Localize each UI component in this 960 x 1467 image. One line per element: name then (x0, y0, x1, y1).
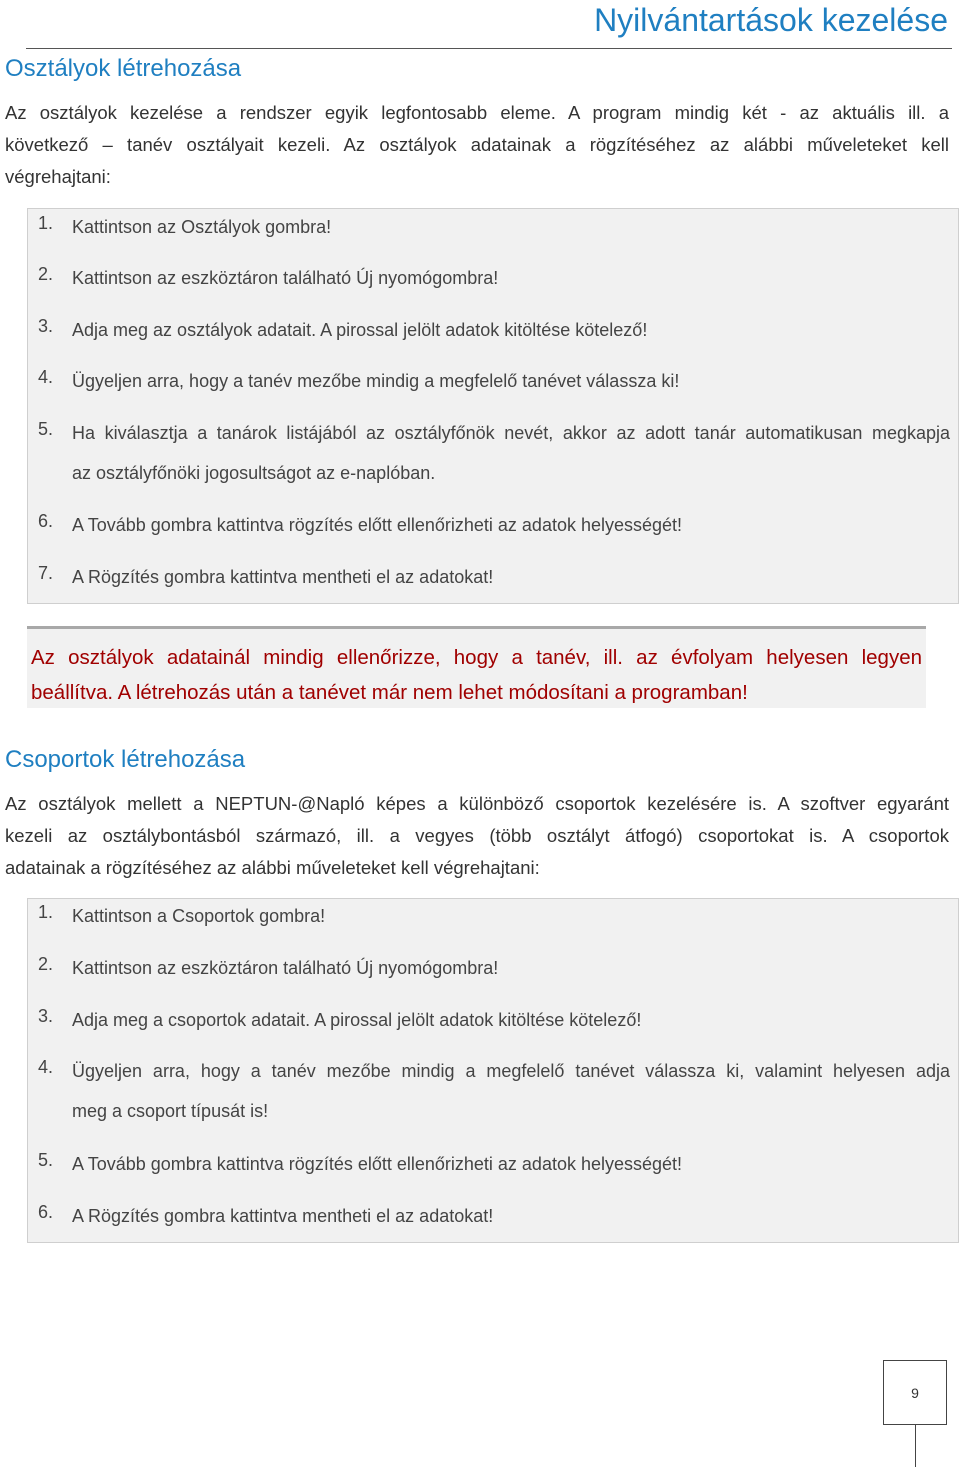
step-number: 1. (38, 213, 54, 233)
groups-intro-line: Az osztályok mellett a NEPTUN-@Napló képes a különböző csoportok kezelésére is. A szoftver egyaránt (5, 793, 949, 814)
step-text: Ha kiválasztja a tanárok listájából az osztályfőnök nevét, akkor az adott tanár automatikusan megkapja (72, 423, 950, 443)
step-text: A Tovább gombra kattintva rögzítés előtt ellenőrizheti az adatok helyességét! (72, 1154, 683, 1174)
page-number: 9 (911, 1384, 919, 1401)
step-text: A Rögzítés gombra kattintva mentheti el az adatokat! (72, 1206, 494, 1226)
step-text: Kattintson a Csoportok gombra! (72, 906, 326, 926)
warning-callout (27, 626, 926, 708)
step-number: 1. (38, 902, 54, 922)
step-text: Adja meg a csoportok adatait. A pirossal jelölt adatok kitöltése kötelező! (72, 1010, 642, 1030)
step-number: 4. (38, 1057, 54, 1077)
classes-steps-box (27, 208, 959, 604)
step-number: 4. (38, 367, 54, 387)
page-number-rule (915, 1425, 916, 1467)
classes-intro-line: végrehajtani: (5, 166, 111, 187)
step-text: A Tovább gombra kattintva rögzítés előtt ellenőrizheti az adatok helyességét! (72, 515, 683, 535)
step-text: az osztályfőnöki jogosultságot az e-naplóban. (72, 463, 436, 483)
step-number: 5. (38, 419, 54, 439)
step-text: Kattintson az eszköztáron található Új nyomógombra! (72, 268, 499, 288)
classes-intro-line: következő – tanév osztályait kezeli. Az osztályok adatainak a rögzítéséhez az alábbi műveleteket kell (5, 134, 949, 155)
warning-line: beállítva. A létrehozás után a tanévet már nem lehet módosítani a programban! (31, 681, 748, 704)
groups-steps-box (27, 898, 959, 1243)
step-number: 6. (38, 511, 54, 531)
warning-line: Az osztályok adatainál mindig ellenőrizze, hogy a tanév, ill. az évfolyam helyesen legyen (31, 646, 922, 669)
groups-intro-paragraph (5, 788, 949, 884)
step-number: 2. (38, 264, 54, 284)
step-text: A Rögzítés gombra kattintva mentheti el az adatokat! (72, 567, 494, 587)
step-number: 7. (38, 563, 54, 583)
classes-section-heading: Osztályok létrehozása (5, 55, 242, 82)
step-text: Kattintson az eszköztáron található Új nyomógombra! (72, 958, 499, 978)
step-number: 2. (38, 954, 54, 974)
step-number: 5. (38, 1150, 54, 1170)
step-number: 3. (38, 316, 54, 336)
groups-intro-line: kezeli az osztálybontásból származó, ill. a vegyes (több osztályt átfogó) csoportokat is. A csoportok (5, 825, 949, 846)
classes-intro-paragraph (5, 97, 949, 193)
page-number-box (883, 1360, 947, 1425)
groups-intro-line: adatainak a rögzítéséhez az alábbi műveleteket kell végrehajtani: (5, 857, 540, 878)
step-text: Kattintson az Osztályok gombra! (72, 217, 332, 237)
step-text: Adja meg az osztályok adatait. A pirossal jelölt adatok kitöltése kötelező! (72, 320, 648, 340)
step-text: meg a csoport típusát is! (72, 1101, 269, 1121)
warning-text (31, 640, 922, 710)
document-header-title: Nyilvántartások kezelése (594, 2, 948, 38)
groups-section-heading: Csoportok létrehozása (5, 746, 246, 773)
step-text: Ügyeljen arra, hogy a tanév mezőbe mindig a megfelelő tanévet válassza ki, valamint helyesen adja (72, 1061, 950, 1081)
step-number: 3. (38, 1006, 54, 1026)
step-number: 6. (38, 1202, 54, 1222)
classes-intro-line: Az osztályok kezelése a rendszer egyik legfontosabb eleme. A program mindig két - az aktuális ill. a (5, 102, 949, 123)
step-text: Ügyeljen arra, hogy a tanév mezőbe mindig a megfelelő tanévet válassza ki! (72, 371, 680, 391)
header-divider (26, 48, 952, 49)
